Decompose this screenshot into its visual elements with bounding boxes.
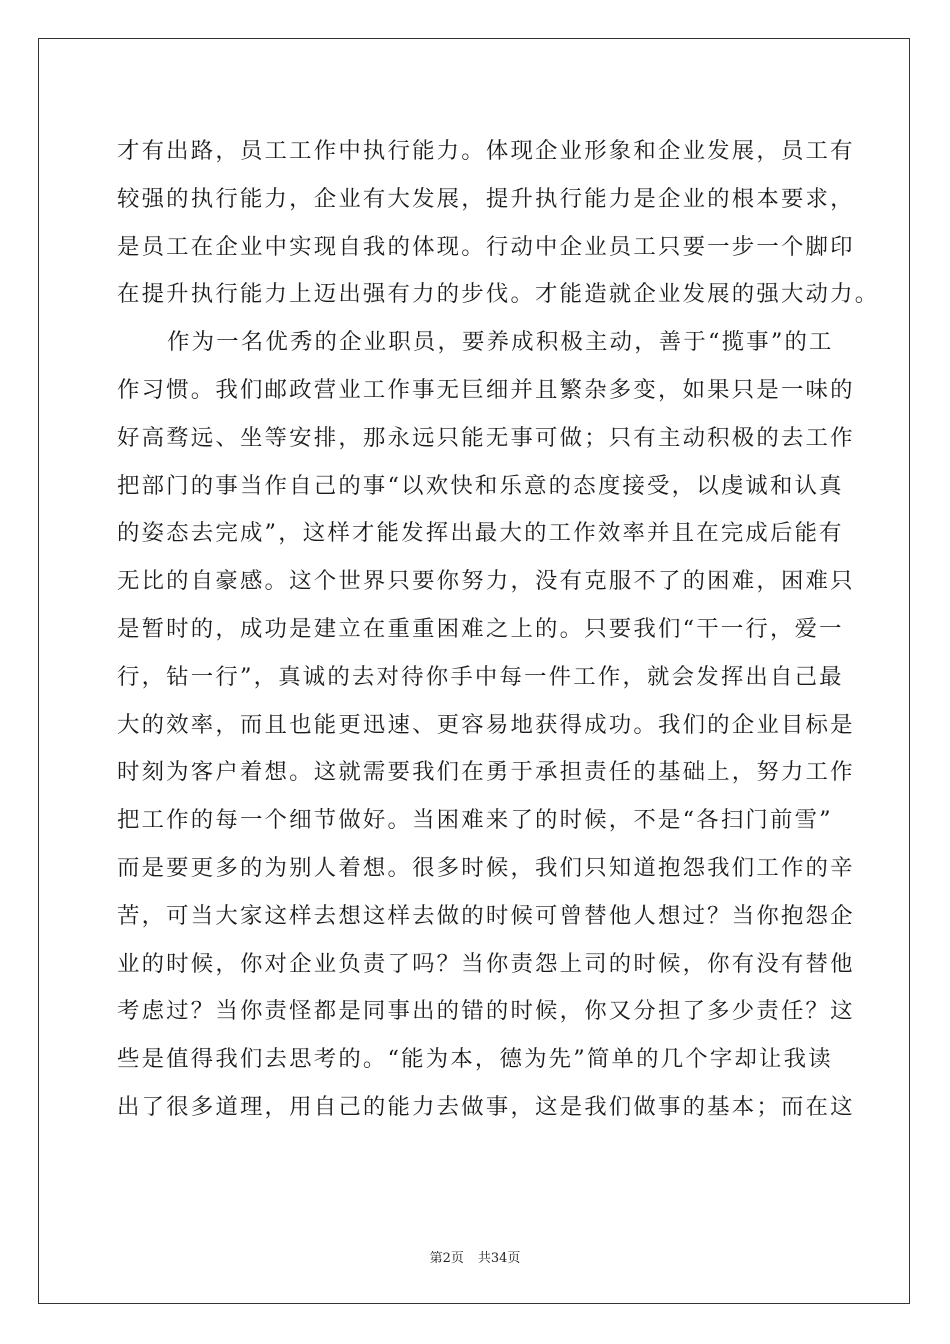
text-line: 作习惯。我们邮政营业工作事无巨细并且繁杂多变，如果只是一味的 (117, 376, 855, 403)
text-line: 才有出路，员工工作中执行能力。体现企业形象和企业发展，员工有 (117, 138, 855, 164)
text-line: 些是值得我们去思考的。“能为本，德为先”简单的几个字却让我读 (117, 1046, 833, 1073)
text-line: 无比的自豪感。这个世界只要你努力，没有克服不了的困难，困难只 (117, 568, 855, 595)
text-line: 大的效率，而且也能更迅速、更容易地获得成功。我们的企业目标是 (117, 711, 855, 738)
text-line: 好高骛远、坐等安排，那永远只能无事可做；只有主动积极的去工作 (117, 424, 855, 451)
text-line: 业的时候，你对企业负责了吗？当你责怨上司的时候，你有没有替他 (117, 950, 855, 977)
text-line: 而是要更多的为别人着想。很多时候，我们只知道抱怨我们工作的辛 (117, 854, 855, 881)
text-line: 苦，可当大家这样去想这样去做的时候可曾替他人想过？当你抱怨企 (117, 902, 855, 929)
document-body (117, 128, 880, 1132)
text-line: 把部门的事当作自己的事“以欢快和乐意的态度接受，以虔诚和认真 (117, 472, 844, 499)
text-line: 出了很多道理，用自己的能力去做事，这是我们做事的基本；而在这 (117, 1093, 855, 1120)
page-total: 共34页 (477, 1251, 521, 1266)
text-line: 是员工在企业中实现自我的体现。行动中企业员工只要一步一个脚印 (117, 233, 855, 260)
page-number: 第2页 (429, 1251, 464, 1266)
paragraph-start-line: 作为一名优秀的企业职员，要养成积极主动，善于“揽事”的工 (167, 329, 834, 356)
page-footer (0, 1247, 950, 1266)
text-line: 在提升执行能力上迈出强有力的步伐。才能造就企业发展的强大动力。 (117, 281, 880, 308)
text-line: 的姿态去完成”，这样才能发挥出最大的工作效率并且在完成后能有 (117, 520, 844, 547)
text-line: 时刻为客户着想。这就需要我们在勇于承担责任的基础上，努力工作 (117, 759, 855, 786)
text-line: 考虑过？当你责怪都是同事出的错的时候，你又分担了多少责任？这 (117, 998, 855, 1025)
text-line: 是暂时的，成功是建立在重重困难之上的。只要我们“干一行，爱一 (117, 615, 844, 642)
text-line: 把工作的每一个细节做好。当困难来了的时候，不是“各扫门前雪” (117, 807, 833, 834)
text-line: 行，钻一行”，真诚的去对待你手中每一件工作，就会发挥出自己最 (117, 663, 844, 690)
text-line: 较强的执行能力，企业有大发展，提升执行能力是企业的根本要求， (117, 185, 855, 212)
